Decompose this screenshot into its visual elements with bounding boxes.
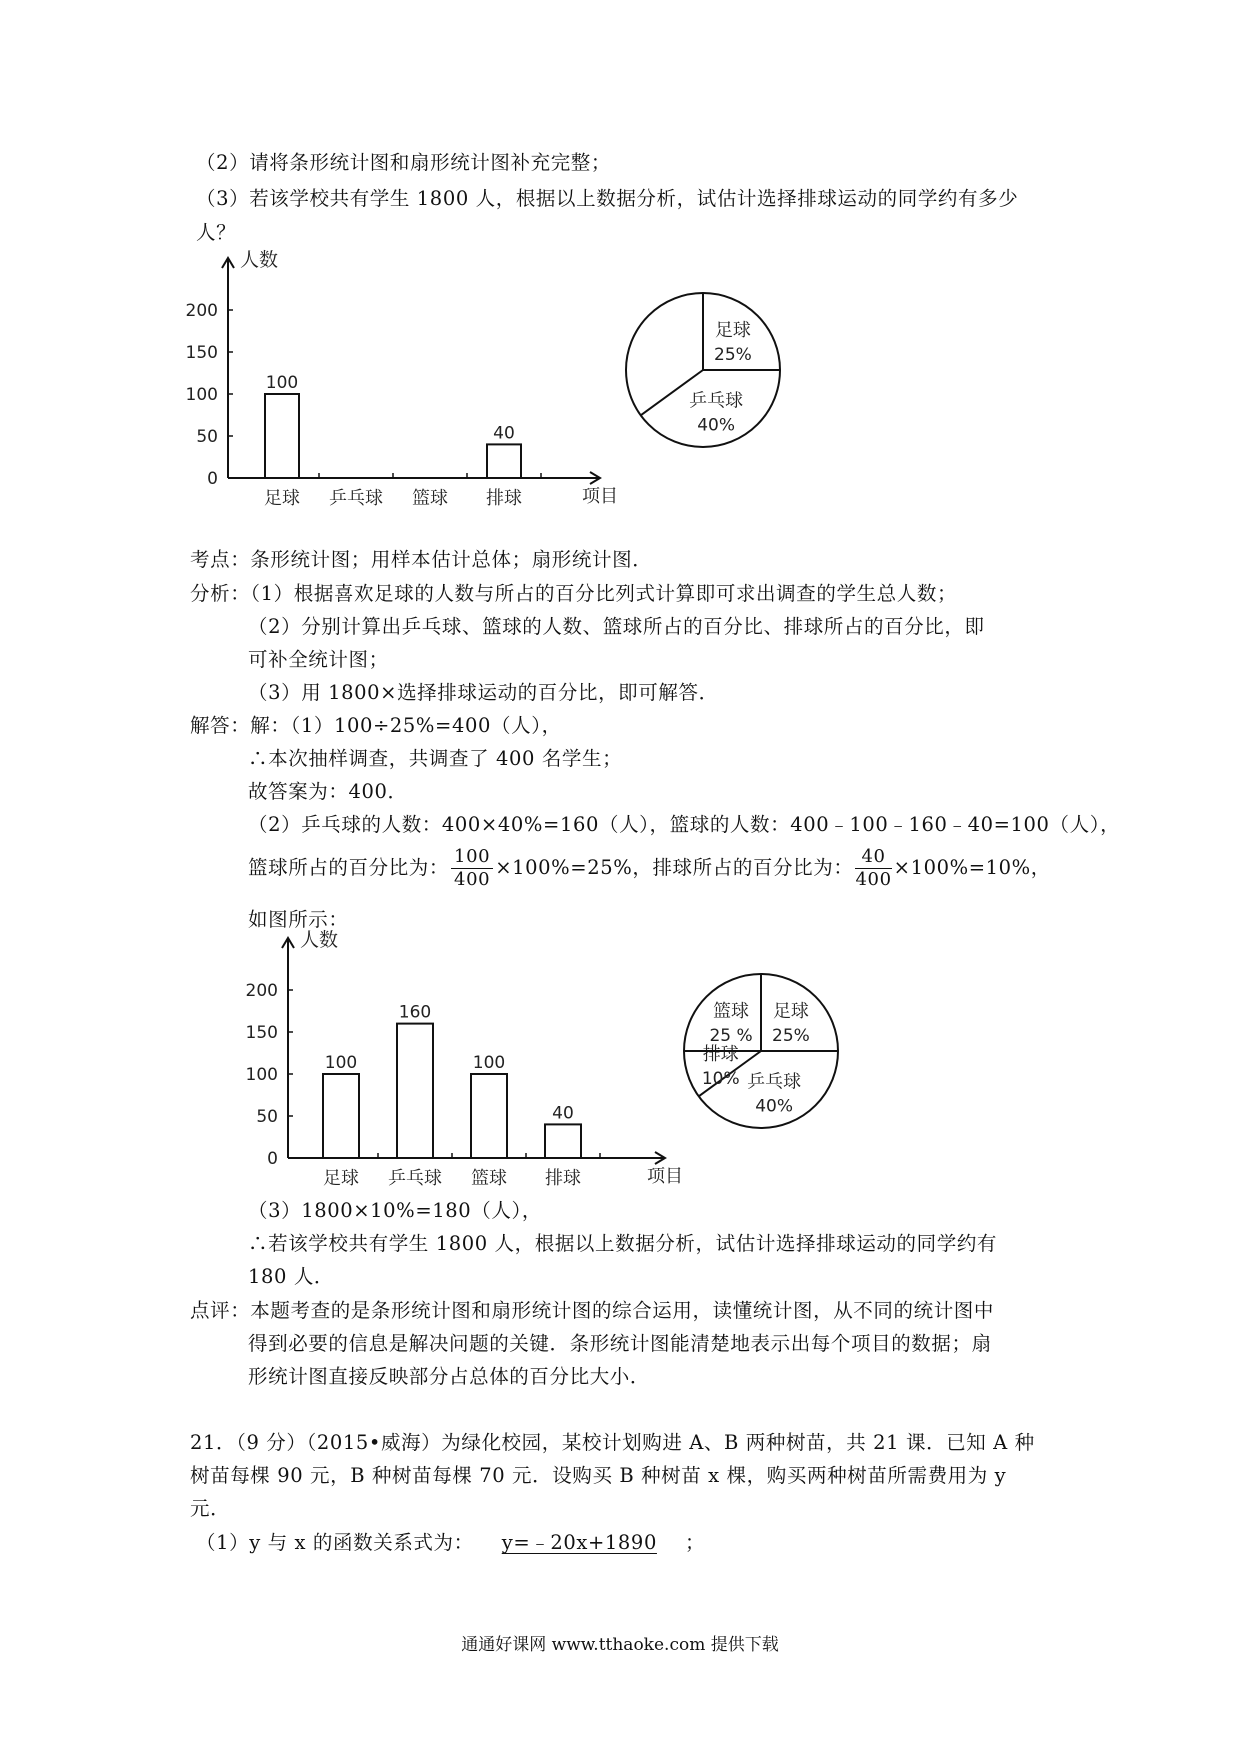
jieda-4: （2）乒乓球的人数：400×40%=160（人），篮球的人数：400﹣100﹣160﹣40=100（人）， — [248, 813, 1121, 836]
fenxi-3: （3）用 1800×选择排球运动的百分比，即可解答． — [248, 681, 719, 704]
q21-sub1 — [196, 1530, 705, 1556]
y-tick-label: 0 — [267, 1149, 278, 1169]
pie-slice-percent: 40% — [755, 1096, 793, 1117]
question-3-line1: （3）若该学校共有学生 1800 人，根据以上数据分析，试估计选择排球运动的同学约有多少 — [196, 187, 1019, 210]
jieda-5-mid: ×100%=25%，排球所占的百分比为： — [495, 856, 854, 879]
category-label: 篮球 — [412, 488, 448, 509]
y-tick-label: 0 — [207, 469, 218, 489]
dianping-3: 形统计图直接反映部分占总体的百分比大小． — [248, 1365, 651, 1388]
y-axis-label: 人数 — [300, 929, 339, 951]
jieda-1: 解答：解：（1）100÷25%=400（人）， — [190, 714, 562, 737]
fraction-denominator: 400 — [454, 869, 491, 890]
pie-slice-percent: 10% — [701, 1069, 740, 1090]
q21-sub1-pre: （1）y 与 x 的函数关系式为： — [196, 1531, 474, 1554]
dianping-2: 得到必要的信息是解决问题的关键．条形统计图能清楚地表示出每个项目的数据；扇 — [248, 1332, 992, 1355]
q21-line3: 元． — [190, 1497, 231, 1520]
jieda-3: 故答案为：400． — [248, 780, 408, 803]
jieda-5-pre: 篮球所占的百分比为： — [248, 856, 450, 879]
jieda-7: （3）1800×10%=180（人）， — [248, 1199, 542, 1222]
pie-slice-name: 乒乓球 — [689, 390, 744, 412]
q21-sub1-post: ； — [684, 1531, 706, 1554]
y-tick-label: 200 — [245, 981, 278, 1001]
category-label: 篮球 — [471, 1168, 507, 1189]
fenxi-2b: 可补全统计图； — [248, 648, 389, 671]
jieda-8: ∴若该学校共有学生 1800 人，根据以上数据分析，试估计选择排球运动的同学约有 — [248, 1232, 998, 1255]
y-axis-label: 人数 — [240, 249, 279, 271]
y-tick-label: 150 — [245, 1023, 278, 1043]
y-tick-label: 200 — [185, 301, 218, 321]
question-3-line2: 人？ — [196, 221, 237, 244]
jieda-5-post: ×100%=10%， — [893, 856, 1051, 879]
pie-slice-percent: 40% — [697, 415, 735, 436]
q21-line2: 树苗每棵 90 元，B 种树苗每棵 70 元．设购买 B 种树苗 x 棵，购买两种树苗所需费用为 y — [190, 1464, 1007, 1487]
pie-slice-name: 乒乓球 — [747, 1071, 802, 1093]
pie-slice-name: 足球 — [772, 1001, 809, 1023]
category-label: 乒乓球 — [329, 488, 383, 509]
bar-value-label: 100 — [265, 373, 299, 393]
page-footer: 通通好课网 www.tthaoke.com 提供下载 — [461, 1635, 779, 1655]
category-label: 排球 — [545, 1168, 581, 1189]
dianping-1: 点评：本题考查的是条形统计图和扇形统计图的综合运用，读懂统计图，从不同的统计图中 — [190, 1299, 995, 1322]
question-2: （2）请将条形统计图和扇形统计图补充完整； — [196, 151, 612, 174]
bar-value-label: 100 — [324, 1053, 358, 1073]
fenxi-1: 分析：（1）根据喜欢足球的人数与所占的百分比列式计算即可求出调查的学生总人数； — [190, 582, 958, 605]
y-tick-label: 150 — [185, 343, 218, 363]
pie-slice-name: 足球 — [714, 320, 751, 342]
y-tick-label: 100 — [245, 1065, 278, 1085]
y-tick-label: 50 — [256, 1107, 278, 1127]
category-label: 足球 — [323, 1168, 359, 1189]
jieda-9: 180 人． — [248, 1265, 335, 1288]
category-label: 排球 — [486, 488, 522, 509]
jieda-2: ∴本次抽样调查，共调查了 400 名学生； — [248, 747, 623, 770]
pie-slice-percent: 25% — [772, 1026, 810, 1047]
x-axis-label: 项目 — [647, 1166, 683, 1187]
category-label: 乒乓球 — [388, 1168, 442, 1189]
kaodian: 考点：条形统计图；用样本估计总体；扇形统计图． — [190, 548, 653, 571]
bar-value-label: 160 — [398, 1002, 432, 1023]
fraction-numerator: 100 — [451, 846, 493, 869]
jieda-6: 如图所示： — [248, 908, 349, 931]
q21-sub1-answer: y=﹣20x+1890 — [501, 1531, 657, 1554]
pie-slice-name: 篮球 — [713, 1001, 750, 1023]
fenxi-2a: （2）分别计算出乒乓球、篮球的人数、篮球所占的百分比、排球所占的百分比，即 — [248, 615, 985, 638]
pie-slice-percent: 25 % — [709, 1026, 753, 1047]
pie-slice-name: 排球 — [702, 1044, 739, 1066]
bar-value-label: 40 — [493, 423, 515, 444]
q21-line1: 21．（9 分）（2015•威海）为绿化校园，某校计划购进 A、B 两种树苗，共 21 课．已知 A 种 — [190, 1431, 1035, 1454]
bar-value-label: 40 — [552, 1103, 574, 1124]
fraction-numerator: 40 — [855, 846, 891, 869]
fraction-denominator: 400 — [855, 869, 892, 890]
y-tick-label: 50 — [196, 427, 218, 447]
pie-slice-percent: 25% — [714, 345, 752, 366]
y-tick-label: 100 — [185, 385, 218, 405]
x-axis-label: 项目 — [582, 486, 618, 507]
bar-value-label: 100 — [472, 1053, 506, 1073]
category-label: 足球 — [264, 488, 300, 509]
